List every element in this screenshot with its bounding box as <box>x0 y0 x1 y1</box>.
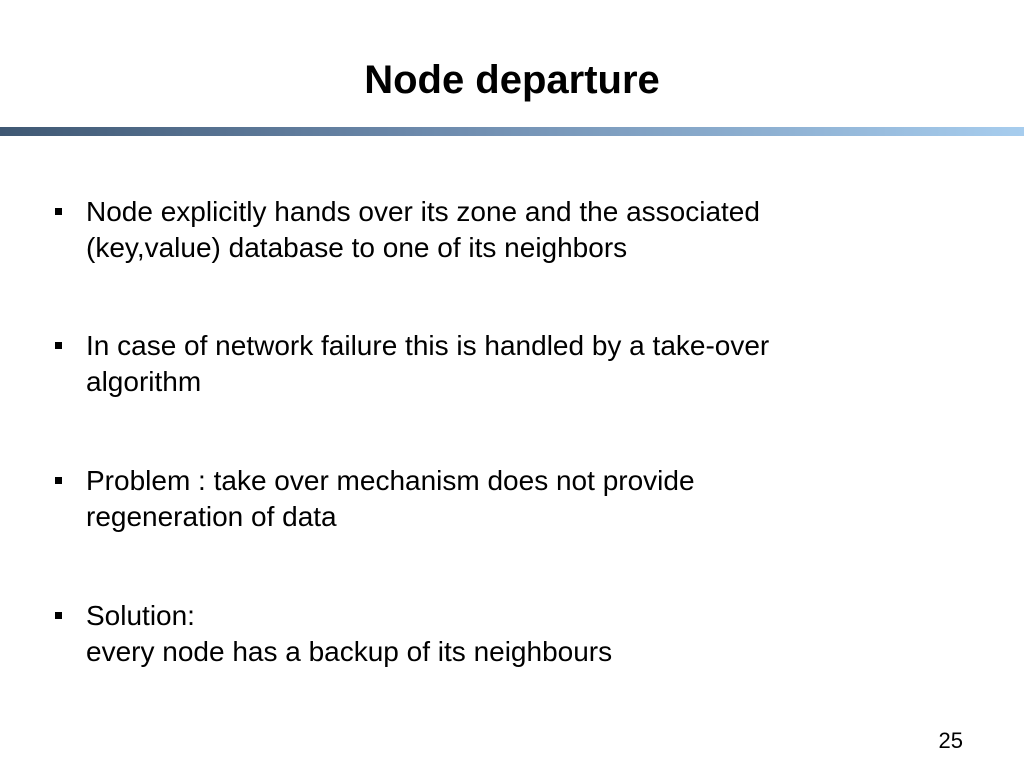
bullet-text-line: Solution: <box>86 600 195 631</box>
square-bullet-icon <box>55 477 62 484</box>
bullet-text-line: regeneration of data <box>86 501 337 532</box>
bullet-text-line: (key,value) database to one of its neighbors <box>86 232 628 263</box>
bullet-item <box>86 463 946 535</box>
square-bullet-icon <box>55 342 62 349</box>
square-bullet-icon <box>55 612 62 619</box>
bullet-item <box>86 194 946 266</box>
bullet-text-line: algorithm <box>86 366 202 397</box>
bullet-text-line: Problem : take over mechanism does not provide <box>86 465 695 496</box>
bullet-text-line: In case of network failure this is handled by a take-over <box>86 330 770 361</box>
slide-title: Node departure <box>364 58 660 102</box>
bullet-text-line: Node explicitly hands over its zone and the associated <box>86 196 760 227</box>
bullet-item <box>86 598 946 670</box>
bullet-text-line: every node has a backup of its neighbours <box>86 636 613 667</box>
square-bullet-icon <box>55 208 62 215</box>
page-number: 25 <box>938 728 963 753</box>
bullet-item <box>86 328 946 400</box>
